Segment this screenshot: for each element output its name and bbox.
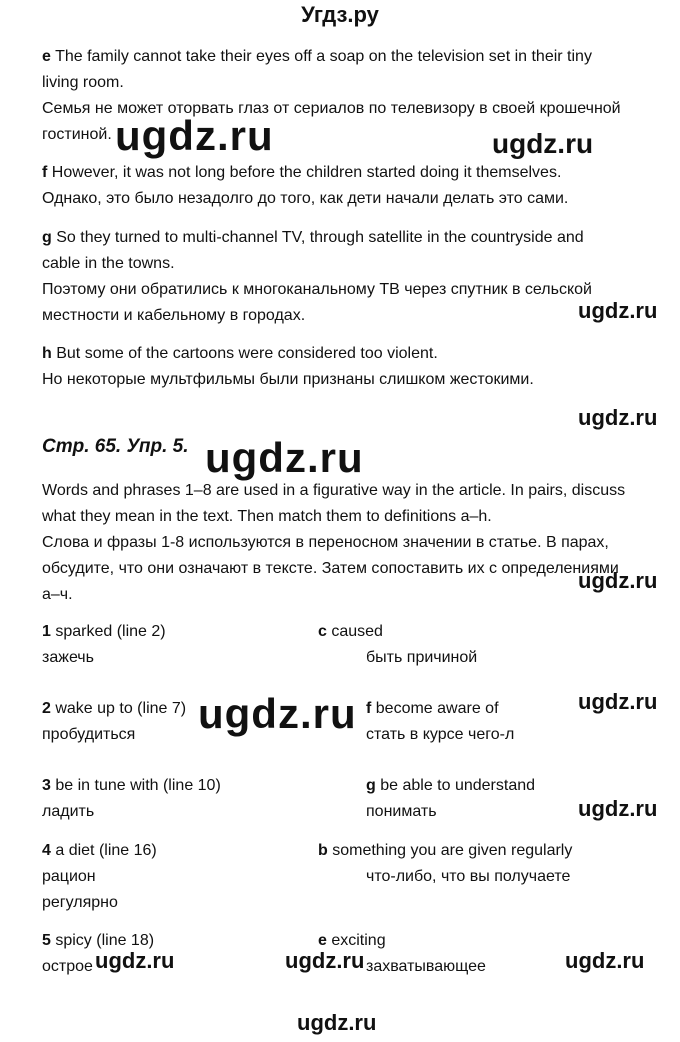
- item-ru-line: Однако, это было незадолго до того, как дети начали делать это сами.: [42, 190, 569, 207]
- item-h: [42, 341, 534, 393]
- item-en-line: The family cannot take their eyes off a soap on the television set in their tiny: [50, 48, 592, 65]
- term-number: 5: [42, 932, 51, 949]
- term-3: [42, 773, 221, 825]
- item-en-line: But some of the cartoons were considered too violent.: [51, 345, 438, 362]
- definition-translation: понимать: [366, 803, 437, 820]
- definition-letter: b: [318, 842, 328, 859]
- item-letter: h: [42, 345, 52, 362]
- watermark: ugdz.ru: [492, 128, 594, 159]
- definition-text: something you are given regularly: [327, 842, 573, 859]
- watermark: ugdz.ru: [578, 568, 658, 593]
- term-translation: пробудиться: [42, 726, 136, 743]
- term-translation: регулярно: [42, 894, 118, 911]
- definition-letter: c: [318, 623, 327, 640]
- watermark: ugdz.ru: [578, 796, 658, 821]
- watermark: ugdz.ru: [115, 112, 274, 159]
- term-number: 2: [42, 700, 51, 717]
- term-1: [42, 619, 166, 671]
- definition-letter: e: [318, 932, 327, 949]
- term-translation: ладить: [42, 803, 95, 820]
- item-letter: g: [42, 229, 52, 246]
- item-ru-line: Но некоторые мультфильмы были признаны слишком жестокими.: [42, 371, 534, 388]
- term-text: sparked (line 2): [50, 623, 166, 640]
- item-ru-line: Поэтому они обратились к многоканальному ТВ через спутник в сельской: [42, 281, 592, 298]
- definition-f: [366, 696, 514, 748]
- watermark: ugdz.ru: [297, 1010, 377, 1035]
- watermark: ugdz.ru: [205, 434, 364, 481]
- term-number: 4: [42, 842, 51, 859]
- term-number: 1: [42, 623, 51, 640]
- task-ru-line: обсудите, что они означают в тексте. Затем сопоставить их с определениями: [42, 560, 619, 577]
- item-ru-line: местности и кабельному в городах.: [42, 307, 306, 324]
- task-ru-line: Слова и фразы 1-8 используются в переносном значении в статье. В парах,: [42, 534, 609, 551]
- exercise-heading: Стр. 65. Упр. 5.: [42, 436, 189, 457]
- term-text: a diet (line 16): [50, 842, 157, 859]
- site-title: Угдз.ру: [301, 2, 379, 27]
- watermark: ugdz.ru: [578, 689, 658, 714]
- term-translation: рацион: [42, 868, 96, 885]
- item-letter: f: [42, 164, 48, 181]
- item-en-line: living room.: [42, 74, 124, 91]
- definition-text: caused: [326, 623, 383, 640]
- term-4: [42, 838, 157, 916]
- definition-translation: стать в курсе чего-л: [366, 726, 515, 743]
- definition-text: exciting: [326, 932, 386, 949]
- item-f: [42, 160, 568, 212]
- task-en-line: Words and phrases 1–8 are used in a figurative way in the article. In pairs, discuss: [42, 482, 626, 499]
- definition-letter: f: [366, 700, 372, 717]
- definition-g: [366, 773, 535, 825]
- definition-translation: быть причиной: [366, 649, 478, 666]
- task-en-line: what they mean in the text. Then match them to definitions a–h.: [42, 508, 492, 525]
- task-ru-line: а–ч.: [42, 586, 73, 603]
- watermark: ugdz.ru: [95, 948, 175, 973]
- item-ru-line: гостиной.: [42, 126, 112, 143]
- item-ru-line: Семья не может оторвать глаз от сериалов по телевизору в своей крошечной: [42, 100, 621, 117]
- term-text: spicy (line 18): [50, 932, 155, 949]
- term-text: be in tune with (line 10): [50, 777, 221, 794]
- definition-letter: g: [366, 777, 376, 794]
- definition-translation: захватывающее: [366, 958, 486, 975]
- term-text: wake up to (line 7): [50, 700, 187, 717]
- term-translation: зажечь: [42, 649, 94, 666]
- watermark: ugdz.ru: [198, 690, 357, 737]
- definition-translation: что-либо, что вы получаете: [366, 868, 571, 885]
- item-en-line: So they turned to multi-channel TV, through satellite in the countryside and: [51, 229, 584, 246]
- task-instructions: [42, 478, 625, 608]
- term-number: 3: [42, 777, 51, 794]
- term-translation: острое: [42, 958, 93, 975]
- watermark: ugdz.ru: [578, 405, 658, 430]
- item-letter: e: [42, 48, 51, 65]
- item-en-line: However, it was not long before the children started doing it themselves.: [47, 164, 562, 181]
- watermark: ugdz.ru: [565, 948, 645, 973]
- item-en-line: cable in the towns.: [42, 255, 175, 272]
- definition-text: become aware of: [371, 700, 499, 717]
- term-2: [42, 696, 186, 748]
- item-g: [42, 225, 592, 329]
- watermark: ugdz.ru: [285, 948, 365, 973]
- watermark: ugdz.ru: [578, 298, 658, 323]
- definition-b: [318, 838, 572, 890]
- definition-c: [318, 619, 477, 671]
- definition-text: be able to understand: [375, 777, 536, 794]
